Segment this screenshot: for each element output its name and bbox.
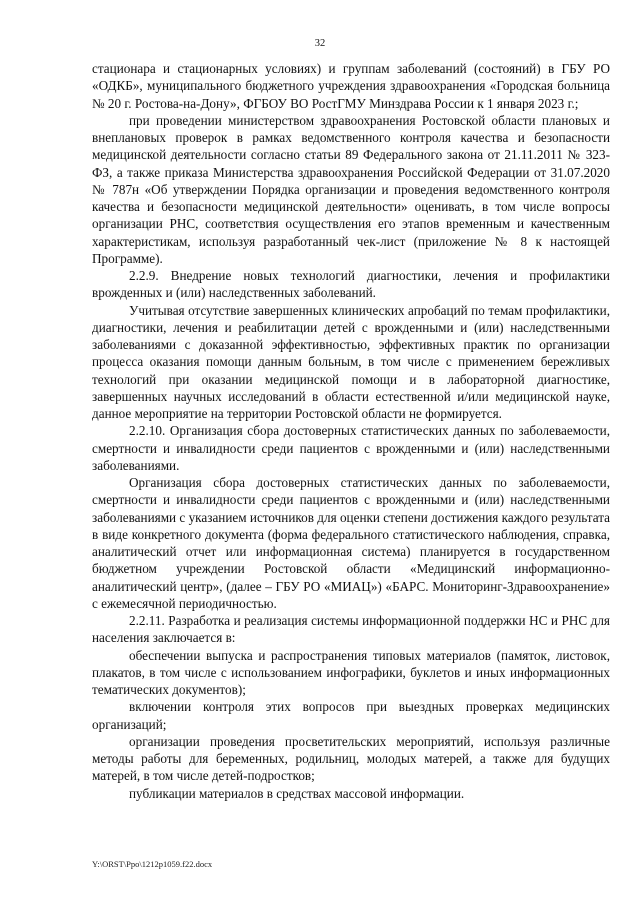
section-heading-2-2-9: 2.2.9. Внедрение новых технологий диагностики, лечения и профилактики врожденных и (или) наследственных заболеваний. (92, 268, 610, 301)
list-item-media: публикации материалов в средствах массовой информации. (129, 785, 465, 801)
footer-file-path: Y:\ORST\Ppo\1212p1059.f22.docx (92, 859, 213, 869)
paragraph-inspections: при проведении министерством здравоохранения Ростовской области плановых и внеплановых проверок в рамках ведомственного контроля качества и безопасности медицинской деятельности согласно статьи 89 Федерального закона от 21.11.2011 № 323-ФЗ, а также приказа Министерства здравоохранения Российской Федерации от 31.07.2020 № 787н «Об утверждении Порядка организации и проведения ведомственного контроля качества и безопасности медицинской деятельности» оценивать, в том числе вопросы организации РНС, соответствия осуществления его этапов временным и качественным характеристикам, используя разработанный чек-лист (приложение № 8 к настоящей Программе). (92, 112, 610, 266)
list-item-materials: обеспечении выпуска и распространения типовых материалов (памяток, листовок, плакатов, в том числе с использованием инфографики, буклетов и иных информационных тематических документов); (92, 647, 610, 697)
page-number: 32 (314, 38, 326, 49)
paragraph-continuation: стационара и стационарных условиях) и группам заболеваний (состояний) в ГБУ РО «ОДКБ», муниципального бюджетного учреждения здравоохранения «Городская больница № 20 г. Ростова-на-Дону», ФГБОУ ВО РостГМУ Минздрава России к 1 января 2023 г.; (92, 61, 610, 111)
paragraph-statistics: Организация сбора достоверных статистических данных по заболеваемости, смертности и инвалидности среди пациентов с врожденными и (или) наследственными заболеваниями с указанием источников для оценки степени достижения каждого результата в виде конкретного документа (форма федерального статистического наблюдения, справка, аналитический отчет или информационная система) планируется в государственном бюджетном учреждении Ростовской области «Медицинский информационно-аналитический центр», (далее – ГБУ РО «МИАЦ») «БАРС. Мониторинг-Здравоохранение» с ежемесячной периодичностью. (92, 475, 610, 611)
section-heading-2-2-10: 2.2.10. Организация сбора достоверных статистических данных по заболеваемости, смертности и инвалидности среди пациентов с врожденными и (или) наследственными заболеваниями. (92, 423, 610, 473)
list-item-control: включении контроля этих вопросов при выездных проверках медицинских организаций; (92, 699, 610, 732)
document-body (92, 60, 610, 802)
paragraph-technologies: Учитывая отсутствие завершенных клинических апробаций по темам профилактики, диагностики, лечения и реабилитации детей с врожденными и (или) наследственными заболеваниями с доказанной эффективностью, эффективных практик по организации процесса оказания помощи данным больным, в том числе с применением бережливых технологий при оказании медицинской помощи и в лабораторной диагностике, завершенных научных исследований в области естественной и/или медицинской науке, данное мероприятие на территории Ростовской области не формируется. (92, 302, 610, 421)
section-heading-2-2-11: 2.2.11. Разработка и реализация системы информационной поддержки НС и РНС для населения заключается в: (92, 613, 610, 646)
list-item-events: организации проведения просветительских мероприятий, используя различные методы работы для беременных, родильниц, молодых матерей, а также для будущих матерей, в том числе детей-подростков; (92, 733, 610, 784)
